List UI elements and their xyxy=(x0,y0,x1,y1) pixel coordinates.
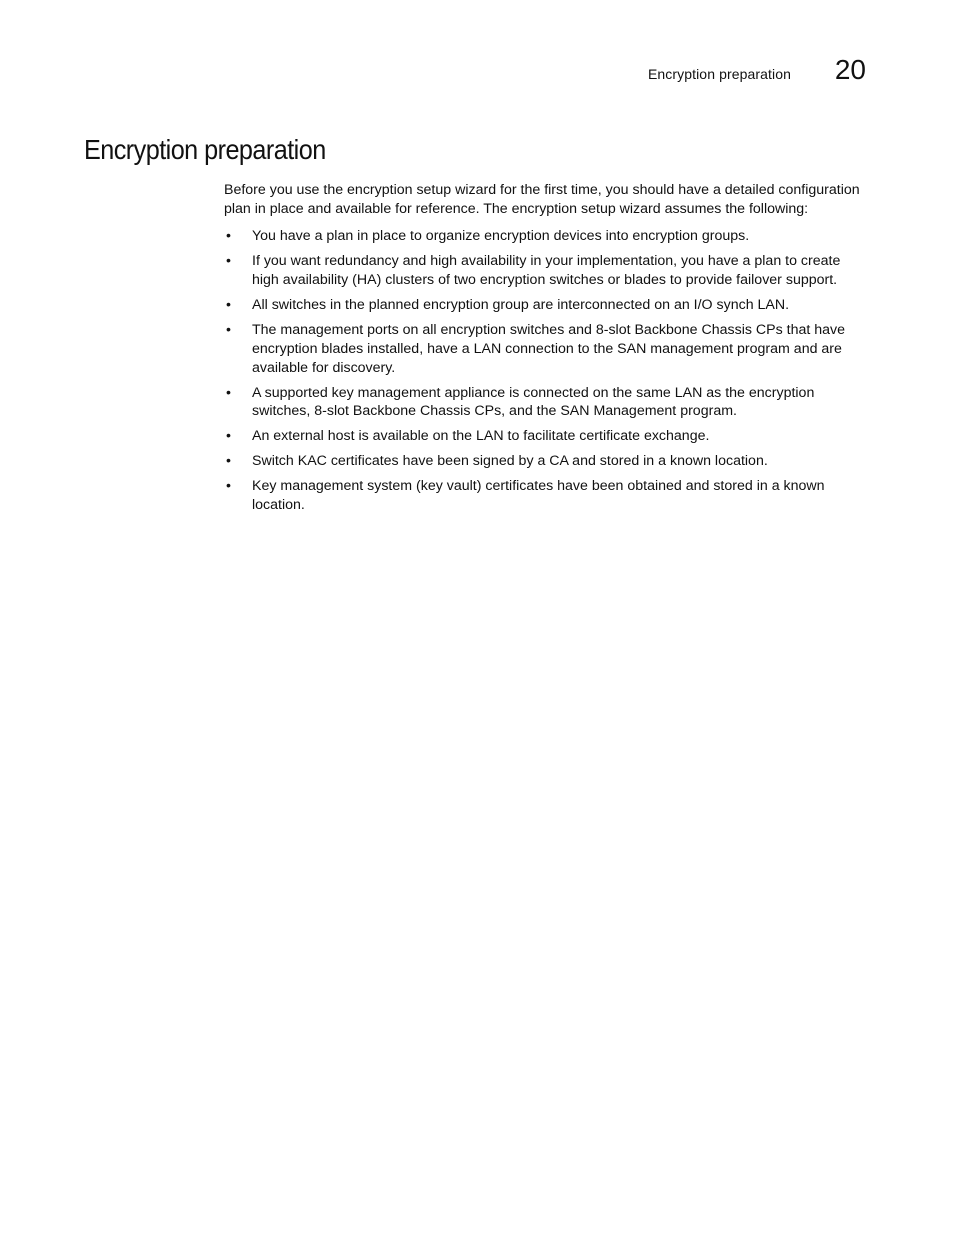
bullet-icon: • xyxy=(226,322,231,339)
running-header xyxy=(560,56,866,90)
body-text xyxy=(224,181,870,521)
bullet-icon: • xyxy=(226,453,231,470)
list-item-text: A supported key management appliance is connected on the same LAN as the encryption switches, 8-slot Backbone Chassis CPs, and the SAN Management program. xyxy=(252,384,815,420)
list-item xyxy=(224,227,870,246)
list-item xyxy=(224,427,870,446)
bullet-icon: • xyxy=(226,384,231,401)
page-title: Encryption preparation xyxy=(84,134,326,165)
list-item xyxy=(224,477,870,514)
list-item-text: All switches in the planned encryption group are interconnected on an I/O synch LAN. xyxy=(252,297,790,314)
header-section-title: Encryption preparation xyxy=(647,66,791,82)
list-item-text: The management ports on all encryption switches and 8-slot Backbone Chassis CPs that have encryption blades installed, have a LAN connection to the SAN management program and are available for discovery. xyxy=(252,322,846,376)
intro-paragraph: Before you use the encryption setup wizard for the first time, you should have a detailed configuration plan in place and available for reference. The encryption setup wizard assumes the following: xyxy=(224,182,860,217)
bullet-icon: • xyxy=(226,228,231,245)
bullet-icon: • xyxy=(226,253,231,270)
list-item-text: If you want redundancy and high availability in your implementation, you have a plan to create high availability (HA) clusters of two encryption switches or blades to provide failover support. xyxy=(252,253,841,289)
chapter-number: 20 xyxy=(834,54,866,85)
bullet-icon: • xyxy=(226,297,231,314)
list-item xyxy=(224,296,870,315)
list-item-text: You have a plan in place to organize encryption devices into encryption groups. xyxy=(252,228,750,245)
list-item xyxy=(224,321,870,377)
list-item-text: Key management system (key vault) certificates have been obtained and stored in a known location. xyxy=(252,478,825,513)
list-item-text: Switch KAC certificates have been signed by a CA and stored in a known location. xyxy=(252,453,768,470)
list-item-text: An external host is available on the LAN to facilitate certificate exchange. xyxy=(252,428,710,445)
list-item xyxy=(224,252,870,289)
list-item xyxy=(224,452,870,471)
bullet-icon: • xyxy=(226,428,231,445)
assumptions-list xyxy=(224,227,870,514)
list-item xyxy=(224,384,870,421)
bullet-icon: • xyxy=(226,478,231,495)
